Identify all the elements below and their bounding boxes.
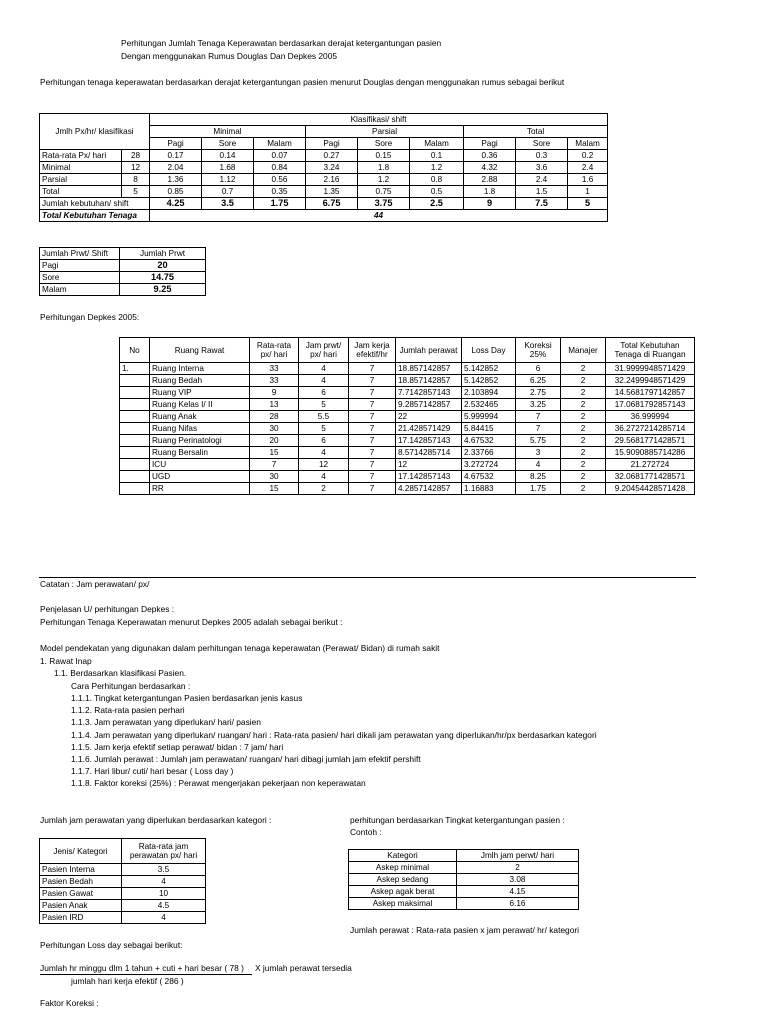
jumlah-cell: 7.5	[516, 198, 568, 210]
shift-value: 14.75	[120, 272, 206, 284]
douglas-cell: 1.2	[358, 174, 410, 186]
depkes-cell: Ruang Interna	[150, 363, 250, 375]
jam-row	[40, 876, 206, 888]
note-item: 1.1.4. Jam perawatan yang diperlukan/ ruangan/ hari : Rata-rata pasien/ hari dikali jam perawatan yang diperlukan/hr/px berdasarkan kategori	[71, 729, 597, 740]
row-label: Parsial	[40, 174, 122, 186]
rawat-inap: 1. Rawat Inap	[40, 656, 92, 666]
depkes-row	[120, 387, 695, 399]
douglas-cell: 1.8	[464, 186, 516, 198]
row-label: Rata-rata Px/ hari	[40, 150, 122, 162]
douglas-cell: 3.6	[516, 162, 568, 174]
douglas-cell: 2.4	[516, 174, 568, 186]
depkes-cell: 2	[561, 471, 606, 483]
depkes-cell: 7	[349, 459, 396, 471]
depkes-cell: 2.532465	[462, 399, 516, 411]
depkes-cell: 17.142857143	[396, 471, 462, 483]
shift-label: Malam	[40, 284, 120, 296]
depkes-cell: ICU	[150, 459, 250, 471]
douglas-cell: 2.4	[568, 162, 608, 174]
depkes-cell: Ruang Anak	[150, 411, 250, 423]
shift-header: Malam	[410, 138, 464, 150]
depkes-cell: 22	[396, 411, 462, 423]
douglas-cell: 0.85	[150, 186, 202, 198]
depkes-header: Manajer	[561, 338, 606, 363]
depkes-header: Ruang Rawat	[150, 338, 250, 363]
depkes-cell: 7	[349, 363, 396, 375]
douglas-cell: 1	[568, 186, 608, 198]
jam-kategori: Pasien Anak	[40, 900, 122, 912]
depkes-cell: 2	[561, 459, 606, 471]
depkes-cell: 8.5714285714	[396, 447, 462, 459]
contoh-label: Contoh :	[350, 827, 382, 837]
douglas-cell: 1.68	[202, 162, 254, 174]
note-item: 1.1.7. Hari libur/ cuti/ hari besar ( Loss day )	[71, 766, 234, 777]
depkes-cell: 7	[516, 423, 561, 435]
douglas-table	[39, 113, 608, 222]
douglas-row	[40, 186, 608, 198]
ketergantungan-row	[349, 898, 579, 910]
ketergantungan-header: Kategori	[349, 850, 457, 862]
depkes-cell: 7	[349, 435, 396, 447]
jumlah-row	[40, 198, 608, 210]
shift-header: Malam	[254, 138, 306, 150]
douglas-cell: 2.04	[150, 162, 202, 174]
depkes-cell: 29.5681771428571	[606, 435, 695, 447]
douglas-cell: 0.5	[410, 186, 464, 198]
depkes-cell: 2	[561, 447, 606, 459]
ketergantungan-row	[349, 874, 579, 886]
shift-table-header: Jumlah Prwt/ Shift	[40, 248, 120, 260]
depkes-cell: 21.428571429	[396, 423, 462, 435]
total-kebutuhan-label: Total Kebutuhan Tenaga	[40, 210, 150, 222]
depkes-header: Koreksi 25%	[516, 338, 561, 363]
jam-caption: Jumlah jam perawatan yang diperlukan berdasarkan kategori :	[40, 815, 272, 825]
douglas-cell: 1.5	[516, 186, 568, 198]
depkes-cell: 5	[299, 423, 349, 435]
depkes-header: Loss Day	[462, 338, 516, 363]
depkes-cell: 7	[516, 411, 561, 423]
ketergantungan-value: 2	[457, 862, 579, 874]
ketergantungan-value: 3.08	[457, 874, 579, 886]
douglas-cell: 0.35	[254, 186, 306, 198]
depkes-header: No	[120, 338, 150, 363]
group-minimal: Minimal	[150, 126, 306, 138]
depkes-row	[120, 435, 695, 447]
jam-value: 3.5	[122, 864, 206, 876]
douglas-row	[40, 174, 608, 186]
depkes-cell: 21.272724	[606, 459, 695, 471]
depkes-cell: 5.142852	[462, 375, 516, 387]
note-item: 1.1.2. Rata-rata pasien perhari	[71, 705, 185, 716]
row-count: 8	[122, 174, 150, 186]
douglas-cell: 0.1	[410, 150, 464, 162]
shift-header: Pagi	[150, 138, 202, 150]
depkes-row	[120, 459, 695, 471]
douglas-cell: 0.15	[358, 150, 410, 162]
depkes-row	[120, 375, 695, 387]
shift-value: 20	[120, 260, 206, 272]
depkes-cell	[120, 483, 150, 495]
penjelasan: Penjelasan U/ perhitungan Depkes :	[40, 604, 175, 614]
depkes-row	[120, 423, 695, 435]
depkes-cell: 17.142857143	[396, 435, 462, 447]
jam-row	[40, 900, 206, 912]
douglas-cell: 2.88	[464, 174, 516, 186]
cara-heading: Cara Perhitungan berdasarkan :	[71, 681, 191, 691]
depkes-header: Jam prwt/ px/ hari	[299, 338, 349, 363]
ketergantungan-value: 6.16	[457, 898, 579, 910]
depkes-cell: 2	[561, 411, 606, 423]
depkes-cell: 12	[299, 459, 349, 471]
jam-row	[40, 888, 206, 900]
note-item: 1.1.5. Jam kerja efektif setiap perawat/ bidan : 7 jam/ hari	[71, 741, 284, 752]
ketergantungan-kategori: Askep minimal	[349, 862, 457, 874]
shift-value: 9.25	[120, 284, 206, 296]
jumlah-cell: 3.5	[202, 198, 254, 210]
depkes-cell: 32.2499948571429	[606, 375, 695, 387]
shift-label: Pagi	[40, 260, 120, 272]
douglas-cell: 1.8	[358, 162, 410, 174]
depkes-cell	[120, 459, 150, 471]
row-count: 12	[122, 162, 150, 174]
depkes-cell: 2	[561, 363, 606, 375]
shift-header: Pagi	[464, 138, 516, 150]
depkes-row	[120, 363, 695, 375]
douglas-cell: 0.7	[202, 186, 254, 198]
group-parsial: Parsial	[306, 126, 464, 138]
depkes-cell: 2.33766	[462, 447, 516, 459]
depkes-row	[120, 471, 695, 483]
depkes-cell: 5.75	[516, 435, 561, 447]
jam-kategori: Pasien Bedah	[40, 876, 122, 888]
ketergantungan-kategori: Askep sedang	[349, 874, 457, 886]
ketergantungan-caption: perhitungan berdasarkan Tingkat ketergantungan pasien :	[350, 815, 565, 825]
depkes-cell	[120, 375, 150, 387]
depkes-cell: UGD	[150, 471, 250, 483]
depkes-cell: 1.	[120, 363, 150, 375]
ketergantungan-kategori: Askep agak berat	[349, 886, 457, 898]
depkes-cell: 18.857142857	[396, 363, 462, 375]
depkes-cell: 9	[250, 387, 299, 399]
ketergantungan-row	[349, 862, 579, 874]
depkes-cell: 7	[349, 387, 396, 399]
depkes-cell: 4.2857142857	[396, 483, 462, 495]
douglas-row	[40, 162, 608, 174]
lossday-times: X jumlah perawat tersedia	[255, 963, 352, 973]
jam-row	[40, 864, 206, 876]
depkes-cell: 36.999994	[606, 411, 695, 423]
depkes-row	[120, 399, 695, 411]
douglas-cell: 0.3	[516, 150, 568, 162]
depkes-cell: 28	[250, 411, 299, 423]
depkes-header: Jumlah perawat	[396, 338, 462, 363]
depkes-cell	[120, 411, 150, 423]
divider	[39, 577, 696, 578]
model-text: Model pendekatan yang digunakan dalam perhitungan tenaga keperawatan (Perawat/ Bidan) di rumah sakit	[40, 643, 440, 653]
depkes-cell: Ruang VIP	[150, 387, 250, 399]
depkes-cell: 1.16883	[462, 483, 516, 495]
depkes-cell: 8.25	[516, 471, 561, 483]
depkes-cell: Ruang Nifas	[150, 423, 250, 435]
depkes-row	[120, 447, 695, 459]
shift-table	[39, 247, 206, 296]
depkes-cell: 2	[299, 483, 349, 495]
douglas-cell: 0.36	[464, 150, 516, 162]
douglas-cell: 0.17	[150, 150, 202, 162]
jam-value: 10	[122, 888, 206, 900]
depkes-title: Perhitungan Depkes 2005:	[40, 312, 140, 322]
jumlah-cell: 6.75	[306, 198, 358, 210]
depkes-cell: Ruang Kelas I/ II	[150, 399, 250, 411]
depkes-cell: 7.7142857143	[396, 387, 462, 399]
depkes-cell: 2	[561, 483, 606, 495]
depkes-cell: 2	[561, 423, 606, 435]
depkes-cell: Ruang Perinatologi	[150, 435, 250, 447]
jumlah-cell: 1.75	[254, 198, 306, 210]
depkes-cell: 1.75	[516, 483, 561, 495]
depkes-cell: 4	[299, 471, 349, 483]
depkes-header: Jam kerja efektif/hr	[349, 338, 396, 363]
note-item: 1.1.1. Tingkat ketergantungan Pasien berdasarkan jenis kasus	[71, 693, 303, 703]
depkes-cell: 4	[299, 375, 349, 387]
depkes-cell: 20	[250, 435, 299, 447]
douglas-cell: 0.07	[254, 150, 306, 162]
jumlah-label: Jumlah kebutuhan/ shift	[40, 198, 150, 210]
shift-header: Sore	[202, 138, 254, 150]
depkes-cell: 5.999994	[462, 411, 516, 423]
depkes-cell: 4	[299, 447, 349, 459]
depkes-cell: 6	[299, 387, 349, 399]
depkes-cell: 4.67532	[462, 435, 516, 447]
depkes-cell: 4	[516, 459, 561, 471]
depkes-cell: 2	[561, 435, 606, 447]
depkes-cell: 3.272724	[462, 459, 516, 471]
catatan: Catatan : Jam perawatan/ px/	[40, 579, 150, 589]
douglas-cell: 0.56	[254, 174, 306, 186]
depkes-cell: 36.2727214285714	[606, 423, 695, 435]
douglas-cell: 0.27	[306, 150, 358, 162]
jam-table	[39, 838, 206, 924]
jam-value: 4	[122, 912, 206, 924]
ketergantungan-header: Jmlh jam perwt/ hari	[457, 850, 579, 862]
depkes-table	[119, 337, 695, 495]
jam-row	[40, 912, 206, 924]
douglas-cell: 0.2	[568, 150, 608, 162]
lossday-denominator: jumlah hari kerja efektif ( 286 )	[71, 976, 184, 986]
ketergantungan-formula: Jumlah perawat : Rata-rata pasien x jam perawat/ hr/ kategori	[350, 925, 580, 935]
douglas-cell: 1.12	[202, 174, 254, 186]
depkes-cell: 14.5681797142857	[606, 387, 695, 399]
shift-table-header: Jumlah Prwt	[120, 248, 206, 260]
lossday-title: Perhitungan Loss day sebagai berikut:	[40, 940, 183, 950]
depkes-cell: 7	[349, 423, 396, 435]
lossday-numerator: Jumlah hr minggu dlm 1 tahun + cuti + hari besar ( 78 )	[40, 963, 244, 973]
douglas-corner: Jmlh Px/hr/ klasifikasi	[40, 114, 150, 150]
total-kebutuhan-row	[40, 210, 608, 222]
sub-heading: 1.1. Berdasarkan klasifikasi Pasien.	[54, 668, 187, 678]
total-kebutuhan-value: 44	[150, 210, 608, 222]
row-label: Total	[40, 186, 122, 198]
row-count: 28	[122, 150, 150, 162]
depkes-cell: 4.67532	[462, 471, 516, 483]
douglas-cell: 1.2	[410, 162, 464, 174]
depkes-cell: 2.103894	[462, 387, 516, 399]
douglas-cell: 0.8	[410, 174, 464, 186]
douglas-cell: 0.14	[202, 150, 254, 162]
jumlah-cell: 5	[568, 198, 608, 210]
depkes-cell: 12	[396, 459, 462, 471]
douglas-row	[40, 150, 608, 162]
depkes-cell: 7	[250, 459, 299, 471]
depkes-cell: 6	[516, 363, 561, 375]
depkes-header: Rata-rata px/ hari	[250, 338, 299, 363]
depkes-row	[120, 483, 695, 495]
depkes-cell: 9.2857142857	[396, 399, 462, 411]
depkes-cell: 15	[250, 447, 299, 459]
depkes-cell: 5.5	[299, 411, 349, 423]
note-item: 1.1.3. Jam perawatan yang diperlukan/ hari/ pasien	[71, 717, 261, 728]
jam-value: 4	[122, 876, 206, 888]
douglas-cell: 0.75	[358, 186, 410, 198]
doc-title-2: Dengan menggunakan Rumus Douglas Dan Depkes 2005	[121, 51, 338, 61]
ketergantungan-value: 4.15	[457, 886, 579, 898]
depkes-cell: 2	[561, 387, 606, 399]
depkes-cell: 31.9999948571429	[606, 363, 695, 375]
shift-header: Sore	[358, 138, 410, 150]
depkes-cell: 7	[349, 399, 396, 411]
group-total: Total	[464, 126, 608, 138]
depkes-cell	[120, 471, 150, 483]
ketergantungan-row	[349, 886, 579, 898]
jumlah-cell: 3.75	[358, 198, 410, 210]
depkes-cell: Ruang Bersalin	[150, 447, 250, 459]
jumlah-cell: 9	[464, 198, 516, 210]
jam-value: 4.5	[122, 900, 206, 912]
jam-header: Rata-rata jam perawatan px/ hari	[122, 839, 206, 864]
jam-kategori: Pasien Gawat	[40, 888, 122, 900]
ketergantungan-kategori: Askep maksimal	[349, 898, 457, 910]
depkes-cell: 15.9090885714286	[606, 447, 695, 459]
douglas-cell: 2.16	[306, 174, 358, 186]
jumlah-cell: 2.5	[410, 198, 464, 210]
depkes-cell: 7	[349, 375, 396, 387]
depkes-cell	[120, 447, 150, 459]
row-label: Minimal	[40, 162, 122, 174]
note-item: 1.1.8. Faktor koreksi (25%) : Perawat mengerjakan pekerjaan non keperawatan	[71, 778, 366, 789]
depkes-cell: 13	[250, 399, 299, 411]
depkes-cell: Ruang Bedah	[150, 375, 250, 387]
doc-intro: Perhitungan tenaga keperawatan berdasarkan derajat ketergantungan pasien menurut Douglas dengan menggunakan rumus sebagai berikut	[40, 77, 565, 87]
douglas-cell: 4.32	[464, 162, 516, 174]
shift-header: Malam	[568, 138, 608, 150]
depkes-cell: 3.25	[516, 399, 561, 411]
depkes-cell: 7	[349, 411, 396, 423]
depkes-cell: 6.25	[516, 375, 561, 387]
depkes-cell: 7	[349, 471, 396, 483]
depkes-cell: 5.84415	[462, 423, 516, 435]
depkes-cell: 30	[250, 471, 299, 483]
depkes-cell	[120, 435, 150, 447]
depkes-cell: 18.857142857	[396, 375, 462, 387]
depkes-cell	[120, 399, 150, 411]
row-count: 5	[122, 186, 150, 198]
douglas-cell: 1.6	[568, 174, 608, 186]
jam-kategori: Pasien IRD	[40, 912, 122, 924]
faktor-koreksi: Faktor Koreksi :	[40, 998, 99, 1008]
depkes-cell: 33	[250, 363, 299, 375]
douglas-klasifikasi-header: Klasifikasi/ shift	[150, 114, 608, 126]
depkes-cell: 3	[516, 447, 561, 459]
douglas-cell: 1.35	[306, 186, 358, 198]
depkes-cell: 7	[349, 447, 396, 459]
douglas-cell: 3.24	[306, 162, 358, 174]
shift-header: Pagi	[306, 138, 358, 150]
jam-kategori: Pasien Interna	[40, 864, 122, 876]
doc-title-1: Perhitungan Jumlah Tenaga Keperawatan berdasarkan derajat ketergantungan pasien	[121, 38, 442, 48]
depkes-cell: 5	[299, 399, 349, 411]
shift-header: Sore	[516, 138, 568, 150]
depkes-cell: 33	[250, 375, 299, 387]
depkes-cell: 2	[561, 399, 606, 411]
depkes-cell: 15	[250, 483, 299, 495]
depkes-cell: 9.20454428571428	[606, 483, 695, 495]
fraction-line	[40, 974, 252, 975]
depkes-cell: 30	[250, 423, 299, 435]
shift-label: Sore	[40, 272, 120, 284]
depkes-cell: 32.0681771428571	[606, 471, 695, 483]
depkes-cell: 2	[561, 375, 606, 387]
douglas-cell: 0.84	[254, 162, 306, 174]
depkes-cell: 5.142852	[462, 363, 516, 375]
jumlah-cell: 4.25	[150, 198, 202, 210]
jam-header: Jenis/ Kategori	[40, 839, 122, 864]
douglas-cell: 1.36	[150, 174, 202, 186]
depkes-cell: 7	[349, 483, 396, 495]
depkes-row	[120, 411, 695, 423]
depkes-cell: RR	[150, 483, 250, 495]
penjelasan-2: Perhitungan Tenaga Keperawatan menurut Depkes 2005 adalah sebagai berikut :	[40, 617, 343, 627]
ketergantungan-table	[348, 849, 579, 910]
depkes-cell: 4	[299, 363, 349, 375]
depkes-cell: 6	[299, 435, 349, 447]
depkes-header: Total Kebutuhan Tenaga di Ruangan	[606, 338, 695, 363]
depkes-cell	[120, 423, 150, 435]
depkes-cell: 17.0681792857143	[606, 399, 695, 411]
note-item: 1.1.6. Jumlah perawat : Jumlah jam perawatan/ ruangan/ hari dibagi jumlah jam efektif pershift	[71, 754, 421, 764]
depkes-cell	[120, 387, 150, 399]
depkes-cell: 2.75	[516, 387, 561, 399]
